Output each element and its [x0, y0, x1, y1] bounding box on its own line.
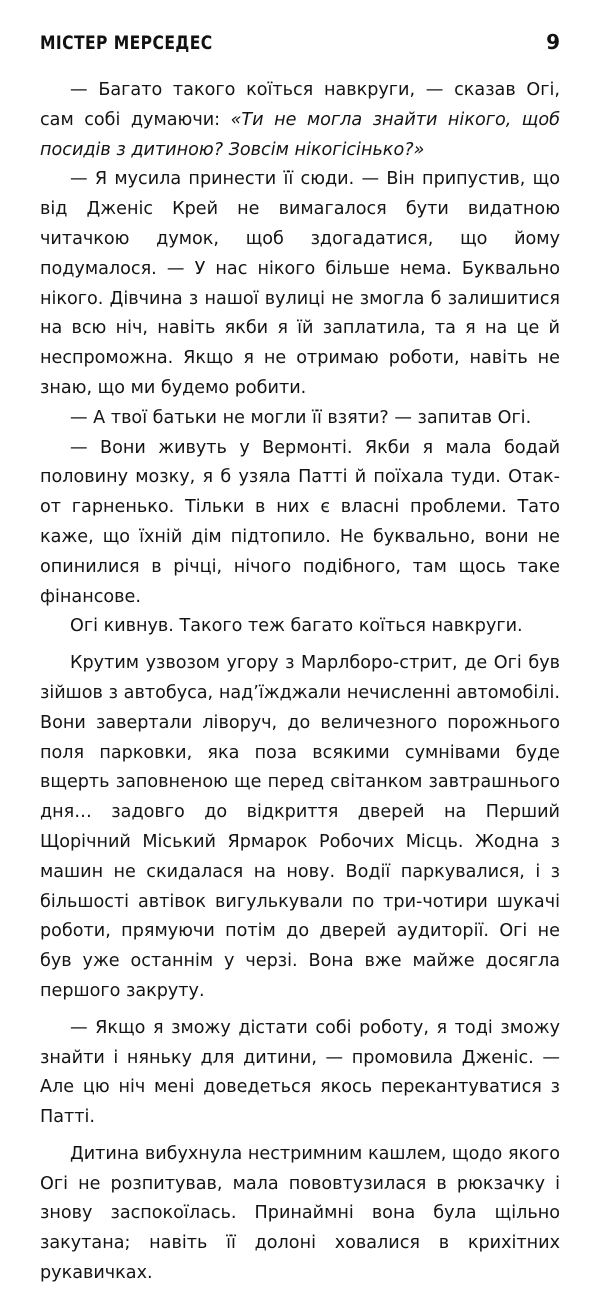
- paragraph-3: [40, 404, 560, 434]
- paragraph-7: [40, 1014, 560, 1133]
- paragraph-1: [40, 76, 560, 165]
- paragraph-8: [40, 1140, 560, 1289]
- paragraph-4: [40, 434, 560, 613]
- paragraph-7-text: — Якщо я зможу дістати собі роботу, я тоді зможу знайти і няньку для дитини, — промовила Дженіс. — Але цю ніч мені доведеться якось перекантуватися з Патті.: [40, 1017, 560, 1128]
- paragraph-2: [40, 165, 560, 403]
- paragraph-6: [40, 649, 560, 1007]
- paragraph-3-text: — А твої батьки не могли її взяти? — запитав Огі.: [70, 407, 532, 428]
- page-number: 9: [546, 30, 560, 54]
- paragraph-8-text: Дитина вибухнула нестримним кашлем, щодо якого Огі не розпитував, мала пововтузилася в рюкзачку і знову заспокоїлась. Принаймні вона була щільно закутана; навіть її долоні ховалися в крихітних рукавичках.: [40, 1143, 560, 1284]
- paragraph-6-text: Крутим узвозом угору з Марлборо-стрит, де Огі був зійшов з автобуса, над’їжджали нечисленні автомобілі. Вони завертали ліворуч, до величезного порожнього поля парковки, яка поза всякими сумнівами буде вщерть заповненою ще перед світанком завтрашнього дня… задовго до відкриття дверей на Перший Щорічний Міський Ярмарок Робочих Місць. Жодна з машин не скидалася на нову. Водії паркувалися, і з більшості автівок вигулькували по три-чотири шукачі роботи, прямуючи потім до дверей аудиторії. Огі не був уже останнім у черзі. Вона вже майже досягла першого закруту.: [40, 653, 560, 1001]
- paragraph-1-text: — Багато такого коїться навкруги, — сказав Огі, сам собі думаючи:: [40, 80, 560, 130]
- body-text: [40, 76, 560, 1289]
- paragraph-2-text: — Я мусила принести її сюди. — Він припустив, що від Дженіс Крей не вимагалося бути видатною читачкою думок, щоб здогадатися, що йому подумалося. — У нас нікого більше нема. Буквально нікого. Дівчина з нашої вулиці не змогла б залишитися на всю ніч, навіть якби я їй заплатила, та я на це й неспроможна. Якщо я не отримаю роботи, навіть не знаю, що ми будемо робити.: [40, 169, 560, 398]
- running-header: [40, 30, 560, 58]
- book-title: МІСТЕР МЕРСЕДЕС: [40, 32, 213, 54]
- paragraph-1-italic: «Ти не могла знайти нікого, щоб посидів з дитиною? Зовсім нікогісінько?»: [40, 109, 560, 160]
- paragraph-5-text: Огі кивнув. Такого теж багато коїться навкруги.: [70, 616, 523, 637]
- paragraph-4-text: — Вони живуть у Вермонті. Якби я мала бодай половину мозку, я б узяла Патті й поїхала туди. Отак-от гарненько. Тільки в них є власні проблеми. Тато каже, що їхній дім підтопило. Не буквально, вони не опинилися в річці, нічого подібного, там щось таке фінансове.: [40, 437, 560, 607]
- paragraph-5: [40, 612, 560, 642]
